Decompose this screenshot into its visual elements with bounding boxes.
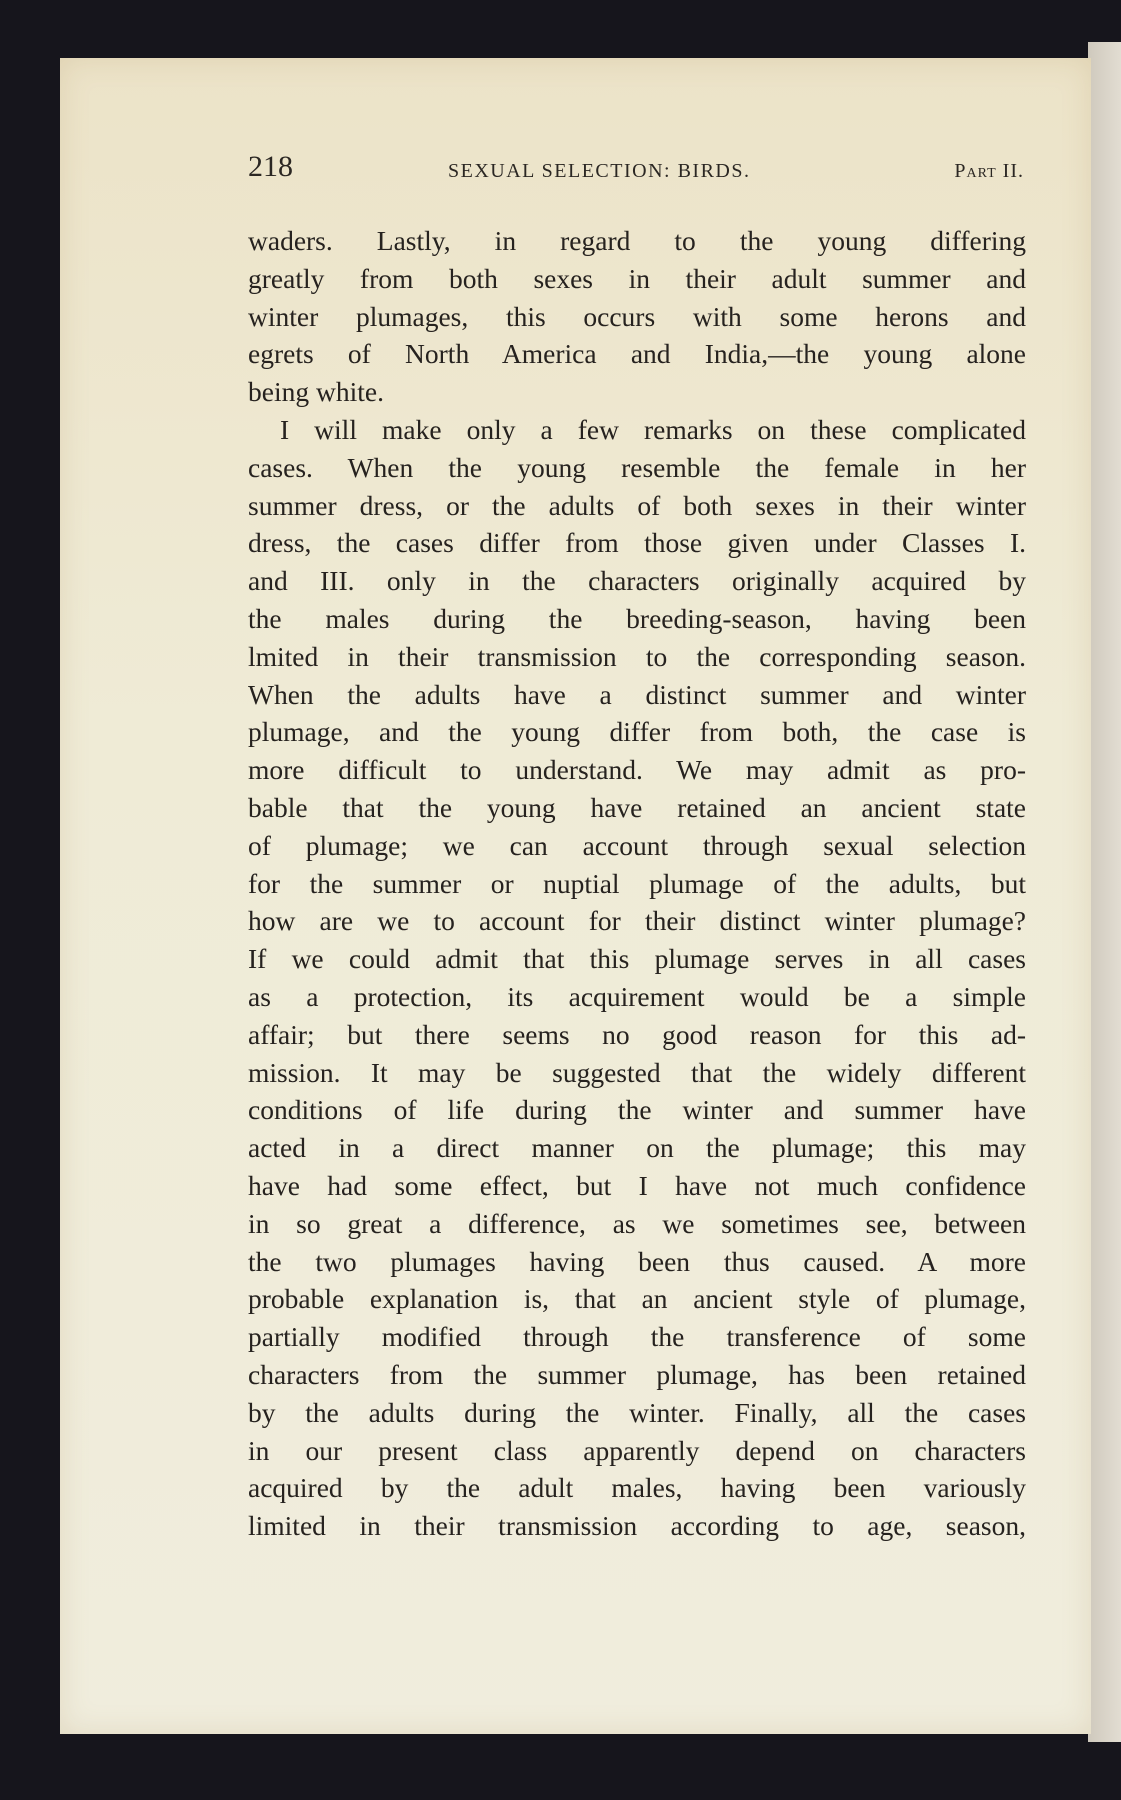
body-text bbox=[248, 222, 1026, 1545]
text-line: waders. Lastly, in regard to the young differing bbox=[248, 225, 1026, 256]
text-line: winter plumages, this occurs with some herons and bbox=[248, 300, 1026, 332]
text-line: for the summer or nuptial plumage of the adults, but bbox=[248, 867, 1026, 899]
text-line: If we could admit that this plumage serves in all cases bbox=[248, 943, 1026, 975]
text-line: partially modified through the transference of some bbox=[248, 1321, 1026, 1353]
text-line: limited in their transmission according to age, season, bbox=[248, 1510, 1026, 1542]
text-line: I will make only a few remarks on these complicated bbox=[280, 413, 1026, 445]
text-line: egrets of North America and India,—the young alone bbox=[248, 338, 1026, 370]
text-line: have had some effect, but I have not much confidence bbox=[248, 1169, 1026, 1201]
text-line: summer dress, or the adults of both sexes in their winter bbox=[248, 489, 1026, 521]
text-line: in our present class apparently depend on characters bbox=[248, 1434, 1026, 1466]
text-line: When the adults have a distinct summer and winter bbox=[248, 678, 1026, 710]
text-line: conditions of life during the winter and summer have bbox=[248, 1094, 1026, 1126]
paragraph-1 bbox=[248, 222, 1026, 411]
text-line: acquired by the adult males, having been variously bbox=[248, 1472, 1026, 1504]
text-line: lmited in their transmission to the corresponding season. bbox=[248, 640, 1026, 672]
text-line: as a protection, its acquirement would be a simple bbox=[248, 980, 1026, 1012]
text-line: more difficult to understand. We may admit as pro- bbox=[248, 754, 1026, 786]
text-line: cases. When the young resemble the female in her bbox=[248, 451, 1026, 483]
text-line: how are we to account for their distinct winter plumage? bbox=[248, 905, 1026, 937]
page-header bbox=[248, 150, 1024, 190]
text-line: of plumage; we can account through sexual selection bbox=[248, 829, 1026, 861]
text-line: being white. bbox=[248, 376, 384, 408]
running-title: SEXUAL SELECTION: BIRDS. bbox=[448, 160, 751, 182]
text-line: plumage, and the young differ from both, the case is bbox=[248, 716, 1026, 748]
text-line: in so great a difference, as we sometimes see, between bbox=[248, 1207, 1026, 1239]
text-line: bable that the young have retained an ancient state bbox=[248, 791, 1026, 823]
adjacent-page-edge bbox=[1088, 42, 1121, 1742]
text-line: by the adults during the winter. Finally, all the cases bbox=[248, 1396, 1026, 1428]
page-number: 218 bbox=[248, 150, 293, 183]
text-line: probable explanation is, that an ancient style of plumage, bbox=[248, 1283, 1026, 1315]
paragraph-2 bbox=[248, 411, 1026, 1545]
text-line: affair; but there seems no good reason for this ad- bbox=[248, 1018, 1026, 1050]
text-line: and III. only in the characters originally acquired by bbox=[248, 565, 1026, 597]
text-line: greatly from both sexes in their adult summer and bbox=[248, 262, 1026, 294]
text-line: the two plumages having been thus caused. A more bbox=[248, 1245, 1026, 1277]
text-line: mission. It may be suggested that the widely different bbox=[248, 1056, 1026, 1088]
text-line: the males during the breeding-season, having been bbox=[248, 602, 1026, 634]
part-label: Part II. bbox=[954, 160, 1024, 182]
text-line: characters from the summer plumage, has been retained bbox=[248, 1358, 1026, 1390]
text-line: acted in a direct manner on the plumage; this may bbox=[248, 1132, 1026, 1164]
text-line: dress, the cases differ from those given under Classes I. bbox=[248, 527, 1026, 559]
